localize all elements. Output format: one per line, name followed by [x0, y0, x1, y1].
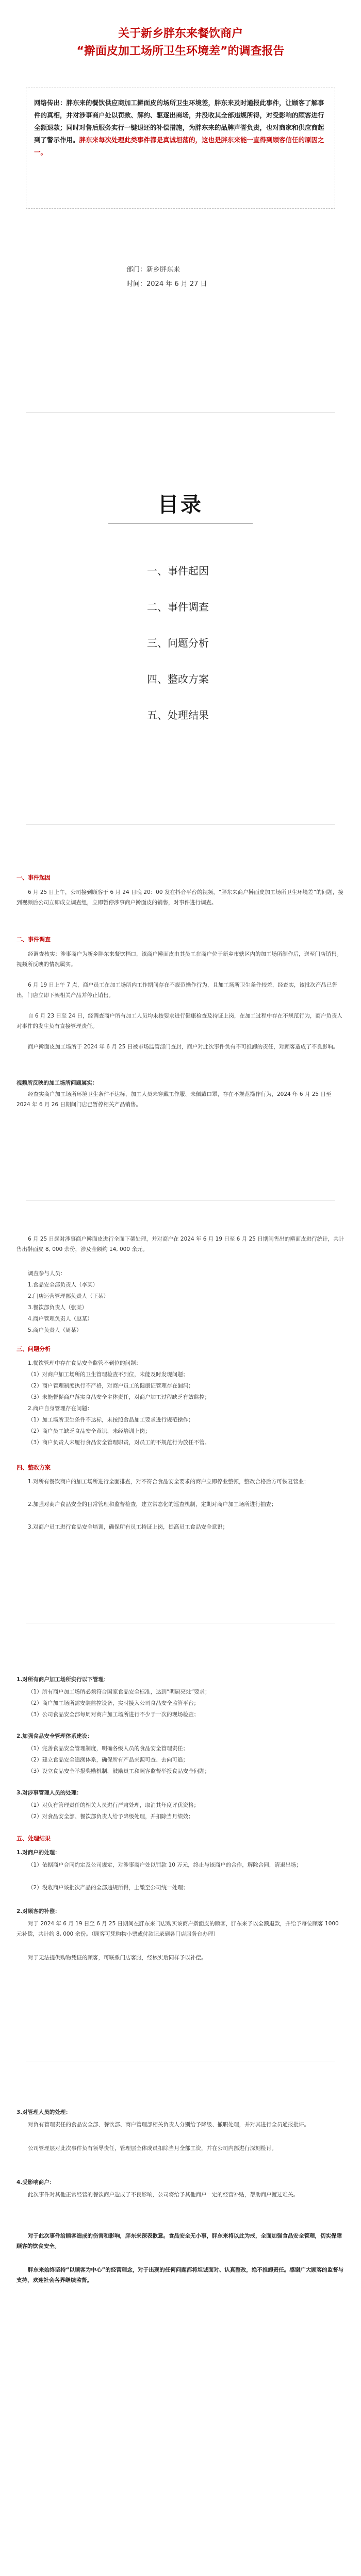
section-heading-investigation: 二、事件调查 — [17, 936, 51, 943]
section-heading-result: 五、处理结果 — [17, 1835, 51, 1842]
notice-highlight: 胖东来每次处理此类事件都是真诚坦荡的，这也是胖东来能一直得到顾客信任的原因之一。 — [34, 136, 324, 156]
sub-heading: 3.对管理人员的处理： — [17, 2109, 71, 2115]
paragraph: 2.加强对商户食品安全的日常管理和监督检查，建立常态化的巡查机制，定期对商户加工场所进行抽查； — [28, 1501, 277, 1507]
paragraph: 经调查核实：涉事商户为新乡胖东来餐饮档口，该商户擀面皮由其员工在商户位于新乡市辖区内的加工场所制作后，送至门店销售。视频所反映的情况属实。 — [17, 951, 342, 968]
list-item: 5.商户负责人（周某） — [28, 1327, 82, 1333]
paragraph: 公司管理层对此次事件负有领导责任，管理层全体成员扣除当月全部工资，并在公司内部进行深刻检讨。 — [28, 2145, 277, 2151]
list-item: （1）对商户加工场所的卫生管理检查不到位，未能及时发现问题； — [28, 1371, 189, 1378]
list-item: 3.餐饮部负责人（张某） — [28, 1304, 88, 1311]
toc-item-4[interactable]: 四、整改方案 — [147, 673, 209, 685]
paragraph: 1.对所有餐饮商户的加工场所进行全面排查，对不符合食品安全要求的商户立即停业整顿，整改合格后方可恢复营业； — [28, 1479, 309, 1485]
closing-paragraph: 胖东来始终坚持“以顾客为中心”的经营理念，对于出现的任何问题都将坦诚面对、认真整改，绝不推卸责任。感谢广大顾客的监督与支持，欢迎社会各界继续监督。 — [17, 2267, 344, 2283]
toc-item-5[interactable]: 五、处理结果 — [147, 709, 209, 721]
list-item: 1.食品安全部负责人（李某） — [28, 1282, 99, 1288]
section-heading-cause: 一、事件起因 — [17, 874, 51, 881]
list-item: （3）公司食品安全部每周对商户加工场所进行不少于一次的现场检查； — [28, 1711, 200, 1718]
paragraph: 自 6 月 23 日至 24 日，经调查商户所有加工人员均未按要求进行健康检查及持证上岗，在加工过程中存在不规范行为，商户负责人对事件的发生负有直接管理责任。 — [17, 1013, 342, 1029]
list-item: （3）商户负责人未履行食品安全管理职责，对员工的不规范行为放任不管。 — [28, 1439, 210, 1446]
list-item: 4.商户管理负责人（赵某） — [28, 1316, 93, 1322]
sub-heading: 4.受影响商户： — [17, 2179, 55, 2185]
report-title-line2: “擀面皮加工场所卫生环境差”的调查报告 — [76, 45, 285, 58]
paragraph: 3.对商户员工进行食品安全培训，确保所有员工持证上岗，提高员工食品安全意识； — [28, 1524, 228, 1530]
toc-item-1[interactable]: 一、事件起因 — [147, 565, 209, 577]
list-item: （2）商户员工缺乏食品安全意识，未经培训上岗； — [28, 1428, 151, 1434]
list-item: 1.餐饮管理中存在食品安全监管不到位的问题： — [28, 1360, 142, 1366]
section-heading-analysis: 三、问题分析 — [17, 1346, 51, 1352]
toc-heading: 目录 — [158, 493, 203, 517]
page-divider — [26, 1200, 335, 1201]
date-label: 时间：2024 年 6 月 27 日 — [126, 280, 207, 288]
sub-heading: 1.对所有商户加工场所实行以下管理： — [17, 1676, 109, 1683]
list-title: 调查参与人员： — [28, 1270, 66, 1277]
list-item: （2）商户管理制度执行不严格，对商户员工的健康证管理存在漏洞； — [28, 1383, 194, 1389]
paragraph: 6 月 25 日上午，公司接到顾客于 6 月 24 日晚 20：00 发在抖音平台的视频，“胖东来商户擀面皮加工场所卫生环境差”的问题，接到视频后公司立即成立调查组，立即暂停涉事商户擀面皮的销售，对事件进行调查。 — [17, 889, 343, 906]
list-item: 2.门店运营管理部负责人（王某） — [28, 1293, 109, 1299]
list-item: （3）设立食品安全举报奖励机制，鼓励员工和顾客监督举报食品安全问题； — [28, 1768, 210, 1774]
toc-item-3[interactable]: 三、问题分析 — [147, 637, 209, 649]
page-divider — [26, 412, 335, 413]
list-item: （1）完善食品安全管理制度，明确各级人员的食品安全管理责任； — [28, 1745, 189, 1752]
list-item: （2）商户加工场所需安装监控设备，实时接入公司食品安全监管平台； — [28, 1700, 200, 1706]
section-heading-rectification: 四、整改方案 — [17, 1464, 51, 1471]
report-title-line1: 关于新乡胖东来餐饮商户 — [118, 27, 243, 40]
toc-item-2[interactable]: 二、事件调查 — [147, 601, 209, 613]
paragraph: （2）没收商户该批次产品的全部违规所得，上缴至公司统一处理； — [28, 1885, 189, 1891]
list-item: （1）对负有管理责任的相关人员进行严肃处理，取消其年度评优资格； — [28, 1802, 200, 1808]
paragraph: 商户擀面皮加工场所于 2024 年 6 月 25 日被市场监管部门查封，商户对此次事件负有不可推卸的责任，对顾客造成了不良影响。 — [28, 1044, 339, 1050]
paragraph: 此次事件对其他正常经营的餐饮商户造成了不良影响，公司将给予其他商户一定的经营补贴，帮助商户渡过难关。 — [28, 2192, 299, 2198]
sub-heading: 2.加强食品安全管理体系建设： — [17, 1733, 93, 1739]
paragraph: 对于无法提供购物凭证的顾客，可联系门店客服，经核实后同样予以补偿。 — [28, 1955, 207, 1961]
sub-heading: 视频所反映的加工场所问题属实： — [17, 1080, 98, 1086]
sub-heading: 3.对涉事管理人员的处理： — [17, 1790, 82, 1796]
notice-text — [34, 97, 328, 159]
sub-heading: 2.对顾客的补偿： — [17, 1908, 60, 1914]
list-item: 2.商户自身管理存在问题： — [28, 1405, 93, 1412]
list-item: （1）所有商户加工场所必须符合国家食品安全标准，达到“明厨亮灶”要求； — [28, 1689, 210, 1695]
paragraph: 对负有管理责任的食品安全部、餐饮部、商户管理部相关负责人分别给予降级、撤职处理，并对其进行全员通报批评。 — [28, 2122, 309, 2128]
closing-paragraph: 对于此次事件给顾客造成的伤害和影响，胖东来深表歉意。食品安全无小事，胖东来将以此为戒，全面加强食品安全管理，切实保障顾客的饮食安全。 — [17, 2233, 342, 2249]
list-item: （1）加工场所卫生条件不达标，未按照食品加工要求进行规范操作； — [28, 1417, 194, 1423]
list-item: （2）对食品安全部、餐饮部负责人给予降级处理，并扣除当月绩效； — [28, 1814, 194, 1820]
department-label: 部门：新乡胖东来 — [126, 266, 180, 274]
page-divider — [26, 824, 335, 825]
paragraph: 6 月 25 日起对涉事商户擀面皮进行全面下架处理，并对商户在 2024 年 6 月 19 日至 6 月 25 日期间售出的擀面皮进行统计，共计售出擀面皮 8, 000 余份，涉及金额约 14, 000 余元。 — [17, 1236, 344, 1252]
notice-body: 网络传出：胖东来的餐饮供应商加工擀面皮的场所卫生环境差，胖东来及时通报此事件，让顾客了解事件的真相，并对涉事商户处以罚款、解约、驱逐出商场，并没收其全部违规所得，对受影响的顾客进行全额退款；同时对售后服务实行一键退还的补偿措施，为胖东来的品牌声誉负责，也对商家和供应商起到了警示作用。 — [34, 99, 324, 144]
paragraph: （1）依据商户合同约定及公司规定，对涉事商户处以罚款 10 万元，终止与该商户的合作，解除合同，清退出场； — [28, 1862, 302, 1868]
list-item: （2）建立食品安全追溯体系，确保所有产品来源可查、去向可追； — [28, 1757, 189, 1763]
list-item: （3）未能督促商户落实食品安全主体责任，对商户加工过程缺乏有效监控； — [28, 1394, 210, 1400]
paragraph: 对于 2024 年 6 月 19 日至 6 月 25 日期间在胖东来门店购买该商户擀面皮的顾客，胖东来予以全额退款，并给予每位顾客 1000 元补偿，共计约 8, 000 余份。（顾客可凭购物小票或付款记录到各门店服务台办理） — [17, 1921, 339, 1937]
sub-heading: 1.对商户的处理： — [17, 1850, 60, 1856]
paragraph: 6 月 19 日上午 7 点，商户员工在加工场所内工作期间存在不规范操作行为，且加工场所卫生条件较差，经查实，该批次产品已售出，门店立即下架相关产品并停止销售。 — [17, 982, 337, 998]
paragraph: 经查实商户加工场所环境卫生条件不达标，加工人员未穿戴工作服、未佩戴口罩，存在不规范操作行为，2024 年 6 月 25 日至 2024 年 6 月 26 日期间门店已暂停相关产品销售。 — [17, 1091, 332, 1108]
